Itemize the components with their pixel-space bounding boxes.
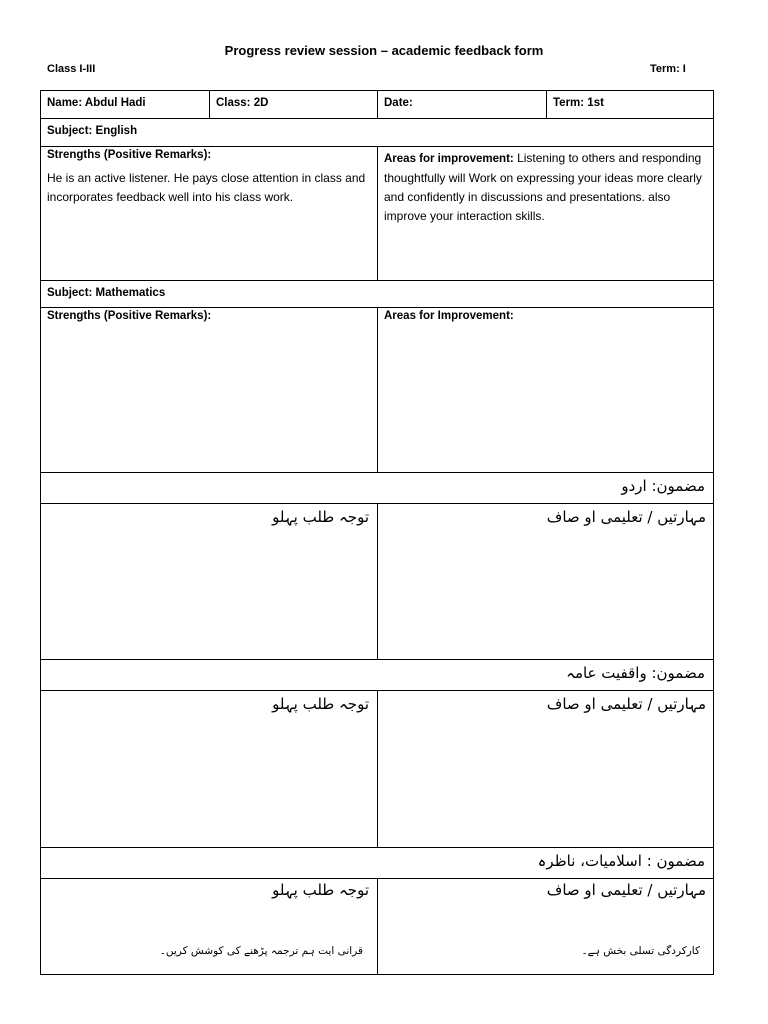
gk-subject-row bbox=[41, 660, 713, 691]
english-improvement-text: Listening to others and responding thoughtfully will Work on expressing your ideas more clearly and confidently in discussions and presentations. also improve your interaction skills. bbox=[384, 151, 702, 223]
english-improvement-cell bbox=[378, 147, 714, 280]
islamiyat-strengths-cell bbox=[378, 879, 714, 975]
islamiyat-improvement-label: توجہ طلب پہلو bbox=[272, 881, 369, 899]
english-strengths-label: Strengths (Positive Remarks): bbox=[47, 149, 212, 161]
gk-subject-label: مضمون: واقفیت عامہ bbox=[566, 664, 705, 682]
islamiyat-subject-label: مضمون : اسلامیات، ناظرہ bbox=[537, 852, 705, 870]
feedback-form-table bbox=[40, 90, 714, 975]
urdu-remarks-row bbox=[41, 504, 713, 660]
english-improvement-label: Areas for improvement: bbox=[384, 153, 514, 165]
math-improvement-label: Areas for Improvement: bbox=[384, 310, 514, 322]
form-title: Progress review session – academic feedback form bbox=[224, 43, 544, 58]
islamiyat-strengths-text: کارکردگی تسلی بخش ہے۔ bbox=[581, 945, 700, 957]
urdu-subject-label: مضمون: اردو bbox=[621, 477, 705, 495]
term-cell bbox=[547, 91, 714, 118]
urdu-improvement-label: توجہ طلب پہلو bbox=[41, 504, 378, 659]
date-field: Date: bbox=[384, 97, 413, 109]
islamiyat-improvement-cell bbox=[41, 879, 378, 975]
urdu-subject-row bbox=[41, 473, 713, 504]
name-cell bbox=[41, 91, 210, 118]
student-class: Class: 2D bbox=[216, 97, 269, 109]
gk-strengths-label: مہارتیں / تعلیمی او صاف bbox=[546, 695, 706, 713]
urdu-strengths-label: مہارتیں / تعلیمی او صاف bbox=[546, 508, 706, 526]
gk-improvement-label: توجہ طلب پہلو bbox=[41, 691, 378, 847]
class-range-label: Class I-III bbox=[47, 63, 96, 75]
islamiyat-subject-row bbox=[41, 848, 713, 879]
student-info-row bbox=[41, 91, 713, 119]
term-label: Term: I bbox=[650, 63, 686, 75]
islamiyat-remarks-row bbox=[41, 879, 713, 975]
date-cell bbox=[378, 91, 547, 118]
english-subject-row bbox=[41, 119, 713, 147]
islamiyat-improvement-text: قرانی ایت ہم ترجمہ پڑھنے کی کوشش کریں۔ bbox=[159, 945, 363, 957]
student-term: Term: 1st bbox=[553, 97, 604, 109]
math-strengths-cell bbox=[41, 308, 378, 472]
gk-remarks-row bbox=[41, 691, 713, 848]
student-name: Name: Abdul Hadi bbox=[47, 97, 146, 109]
english-strengths-cell bbox=[41, 147, 378, 280]
english-remarks-row bbox=[41, 147, 713, 281]
islamiyat-strengths-label: مہارتیں / تعلیمی او صاف bbox=[546, 881, 706, 899]
math-strengths-label: Strengths (Positive Remarks): bbox=[47, 310, 212, 322]
math-subject-row bbox=[41, 281, 713, 308]
english-strengths-text: He is an active listener. He pays close attention in class and incorporates feedback well into his class work. bbox=[47, 171, 366, 204]
math-subject-label: Subject: Mathematics bbox=[47, 287, 166, 299]
math-remarks-row bbox=[41, 308, 713, 473]
class-cell bbox=[210, 91, 378, 118]
math-improvement-cell bbox=[378, 308, 714, 472]
english-subject-label: Subject: English bbox=[47, 125, 138, 137]
